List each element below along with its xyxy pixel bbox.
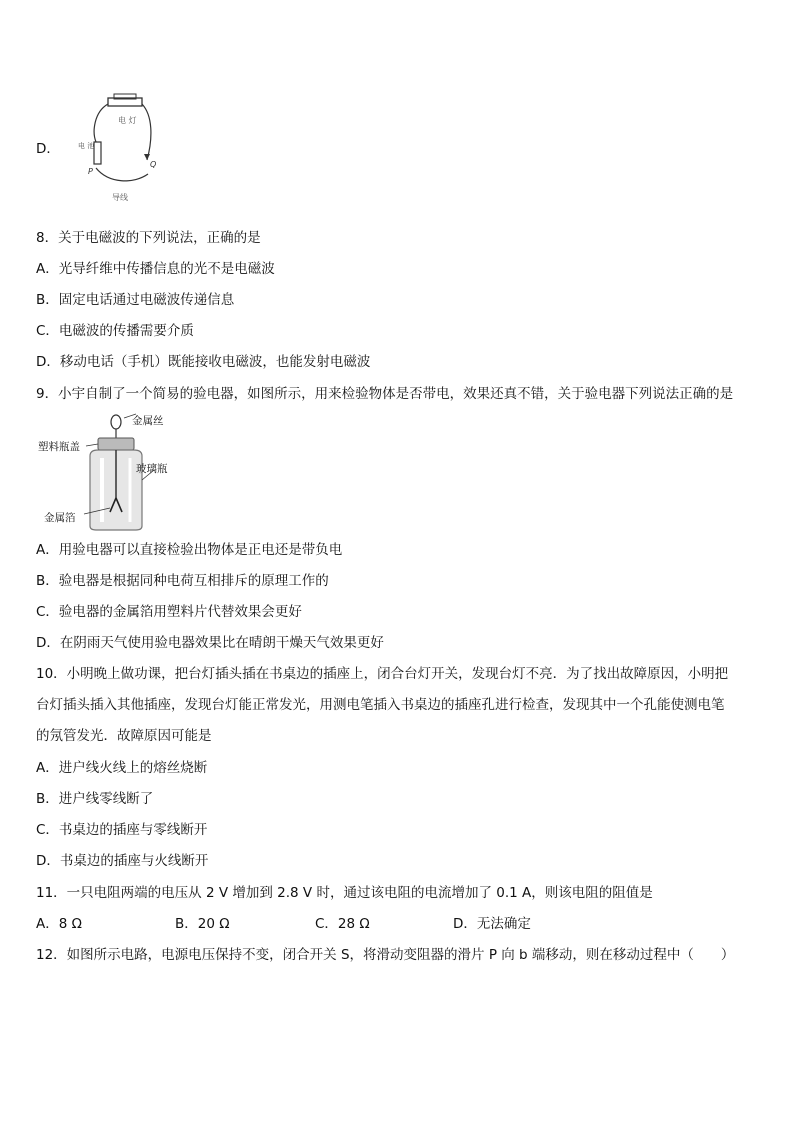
option-d: D．在阴雨天气使用验电器效果比在晴朗干燥天气效果更好: [36, 635, 384, 651]
option-b: B．验电器是根据同种电荷互相排斥的原理工作的: [36, 573, 329, 589]
metal-foil-label: 金属箔: [44, 512, 76, 524]
question-stem: 11．一只电阻两端的电压从 2 V 增加到 2.8 V 时，通过该电阻的电流增加了 0.1 A，则该电阻的阻值是: [36, 885, 653, 901]
point-p-label: P: [88, 167, 93, 176]
wire-label: 导线: [112, 193, 128, 202]
lamp-label: 电 灯: [118, 116, 137, 125]
question-stem-line-2: 台灯插头插入其他插座，发现台灯能正常发光，用测电笔插入书桌边的插座孔进行检查，发现其中一个孔能使测电笔: [36, 697, 725, 713]
option-b: B．20 Ω: [175, 916, 230, 932]
point-q-label: Q: [150, 160, 157, 169]
option-a: A．8 Ω: [36, 916, 82, 932]
battery-label: 电 池: [78, 142, 95, 150]
option-d-label: D．: [36, 141, 60, 157]
option-d: D．无法确定: [453, 916, 531, 932]
option-a: A．光导纤维中传播信息的光不是电磁波: [36, 261, 275, 277]
battery-icon: [94, 142, 101, 164]
option-c: C．书桌边的插座与零线断开: [36, 822, 208, 838]
plastic-cap-label: 塑料瓶盖: [38, 441, 80, 453]
electroscope-figure: [36, 408, 196, 532]
option-a: A．用验电器可以直接检验出物体是正电还是带负电: [36, 542, 343, 558]
metal-wire-icon: [111, 415, 121, 429]
circuit-figure-d: [74, 92, 174, 207]
question-stem-line-1: 10．小明晚上做功课，把台灯插头插在书桌边的插座上，闭合台灯开关，发现台灯不亮．为了找出故障原因，小明把: [36, 666, 729, 682]
option-a: A．进户线火线上的熔丝烧断: [36, 760, 208, 776]
option-c: C．验电器的金属箔用塑料片代替效果会更好: [36, 604, 302, 620]
option-d: D．移动电话（手机）既能接收电磁波，也能发射电磁波: [36, 354, 371, 370]
question-stem: 9．小宇自制了一个简易的验电器，如图所示，用来检验物体是否带电，效果还真不错，关于验电器下列说法正确的是: [36, 386, 734, 402]
option-d: D．书桌边的插座与火线断开: [36, 853, 209, 869]
option-b: B．进户线零线断了: [36, 791, 154, 807]
option-c: C．电磁波的传播需要介质: [36, 323, 194, 339]
metal-wire-label: 金属丝: [132, 415, 164, 427]
question-stem: 8．关于电磁波的下列说法，正确的是: [36, 230, 261, 246]
option-c: C．28 Ω: [315, 916, 370, 932]
option-b: B．固定电话通过电磁波传递信息: [36, 292, 235, 308]
question-stem-line-3: 的氖管发光．故障原因可能是: [36, 728, 212, 744]
plastic-cap-icon: [98, 438, 134, 450]
question-stem: 12．如图所示电路，电源电压保持不变，闭合开关 S，将滑动变阻器的滑片 P 向 b 端移动，则在移动过程中（ ）: [36, 947, 735, 963]
glass-bottle-label: 玻璃瓶: [136, 463, 168, 475]
